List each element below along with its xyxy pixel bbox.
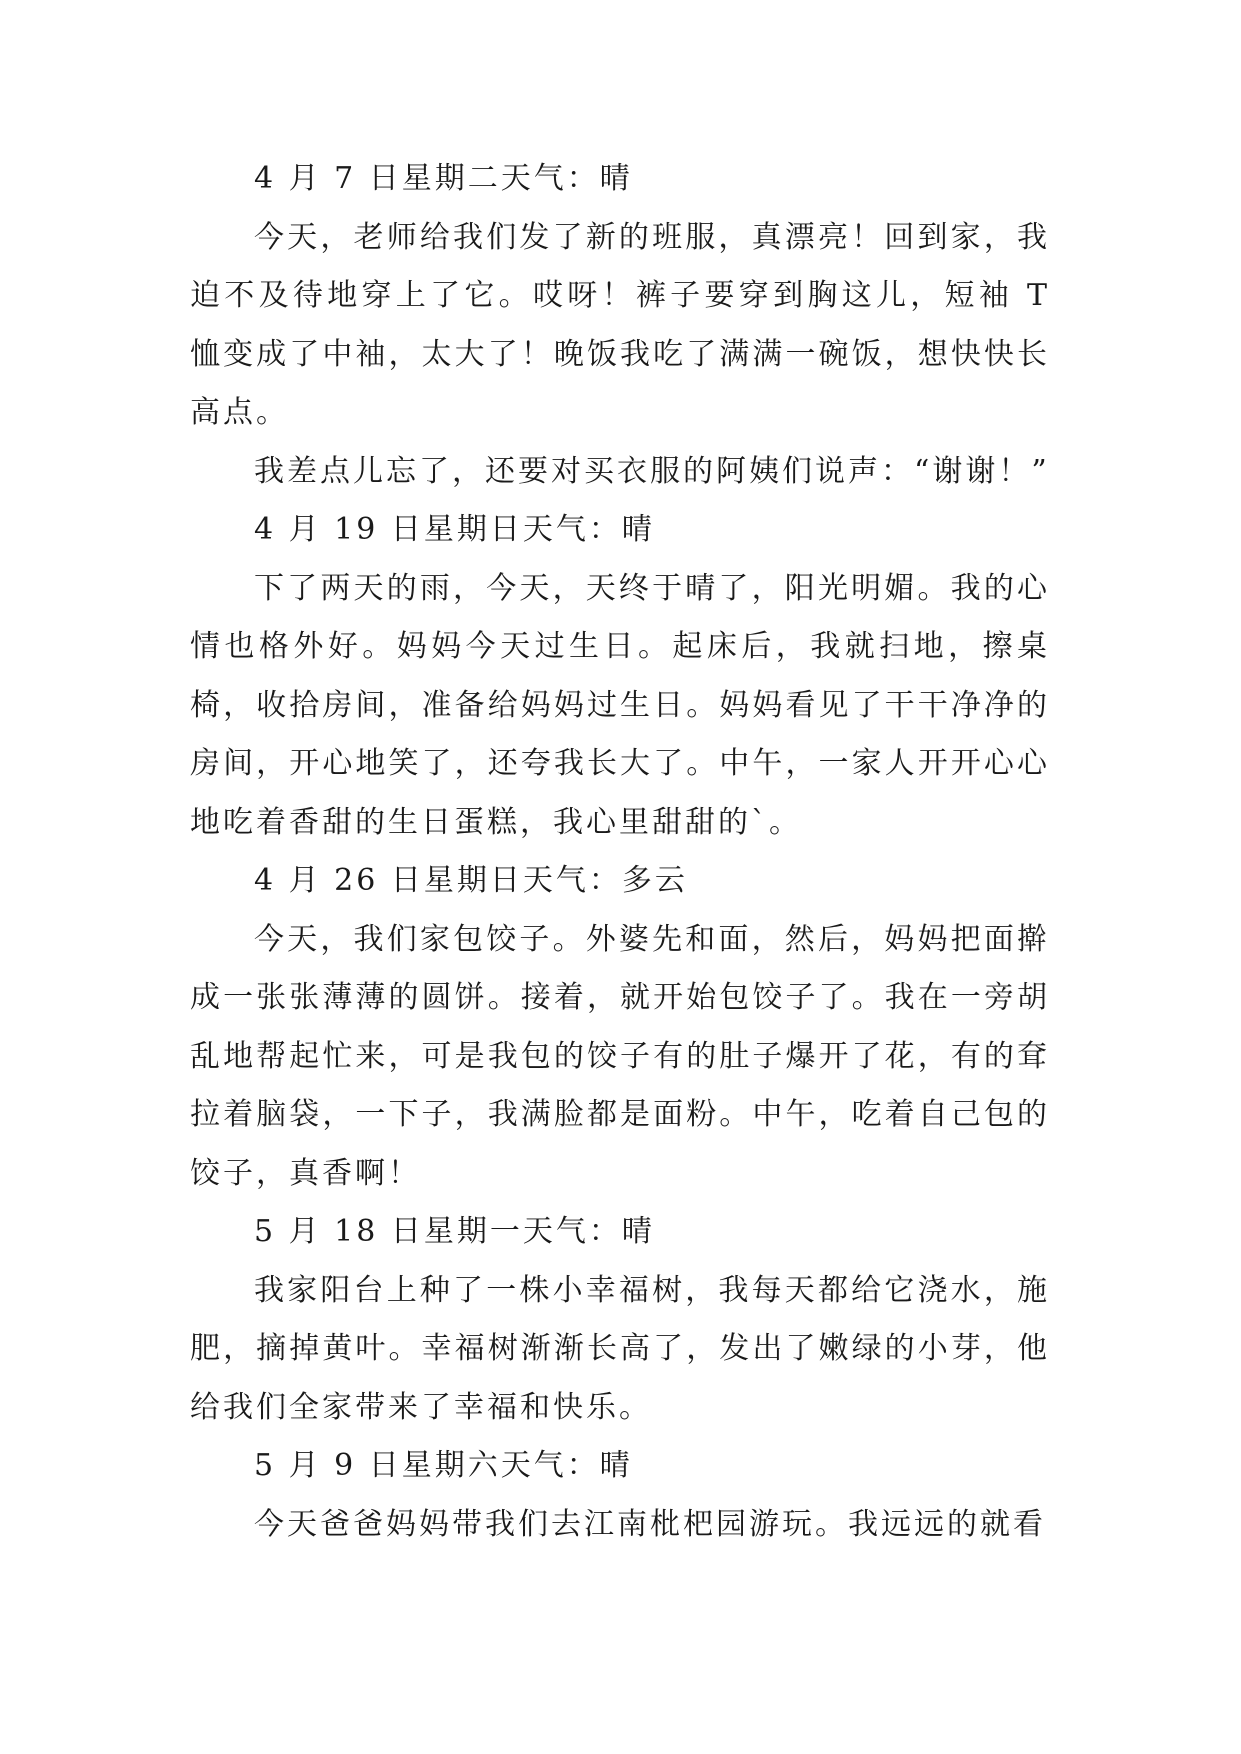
diary-entry-may-18 — [190, 1203, 1050, 1437]
diary-entry-apr-19 — [190, 501, 1050, 852]
entry-date-heading: 4 月 26 日星期日天气：多云 — [254, 863, 688, 898]
entry-paragraph: 今天，我们家包饺子。外婆先和面，然后，妈妈把面擀成一张张薄薄的圆饼。接着，就开始包饺子了。我在一旁胡乱地帮起忙来，可是我包的饺子有的肚子爆开了花，有的耷拉着脑袋，一下子，我满脸都是面粉。中午，吃着自己包的饺子，真香啊！ — [190, 921, 1050, 1191]
document-page — [190, 150, 1050, 1554]
entry-date-heading: 5 月 9 日星期六天气：晴 — [254, 1448, 633, 1483]
diary-entry-apr-26 — [190, 852, 1050, 1203]
entry-date-heading: 4 月 19 日星期日天气：晴 — [254, 512, 655, 547]
diary-entry-apr-7 — [190, 150, 1050, 501]
entry-paragraph: 我家阳台上种了一株小幸福树，我每天都给它浇水，施肥，摘掉黄叶。幸福树渐渐长高了，发出了嫩绿的小芽，他给我们全家带来了幸福和快乐。 — [190, 1272, 1050, 1425]
entry-date-heading: 4 月 7 日星期二天气：晴 — [254, 161, 633, 196]
entry-paragraph: 今天，老师给我们发了新的班服，真漂亮！回到家，我迫不及待地穿上了它。哎呀！裤子要穿到胸这儿，短袖 T 恤变成了中袖，太大了！晚饭我吃了满满一碗饭，想快快长高点。 — [190, 219, 1050, 430]
entry-paragraph: 下了两天的雨，今天，天终于晴了，阳光明媚。我的心情也格外好。妈妈今天过生日。起床后，我就扫地，擦桌椅，收拾房间，准备给妈妈过生日。妈妈看见了干干净净的房间，开心地笑了，还夸我长大了。中午，一家人开开心心地吃着香甜的生日蛋糕，我心里甜甜的`。 — [190, 570, 1050, 840]
entry-paragraph: 今天爸爸妈妈带我们去江南枇杷园游玩。我远远的就看 — [254, 1506, 1046, 1542]
entry-paragraph: 我差点儿忘了，还要对买衣服的阿姨们说声：“谢谢！” — [254, 453, 1050, 489]
diary-entry-may-9 — [190, 1437, 1050, 1554]
entry-date-heading: 5 月 18 日星期一天气：晴 — [254, 1214, 655, 1249]
